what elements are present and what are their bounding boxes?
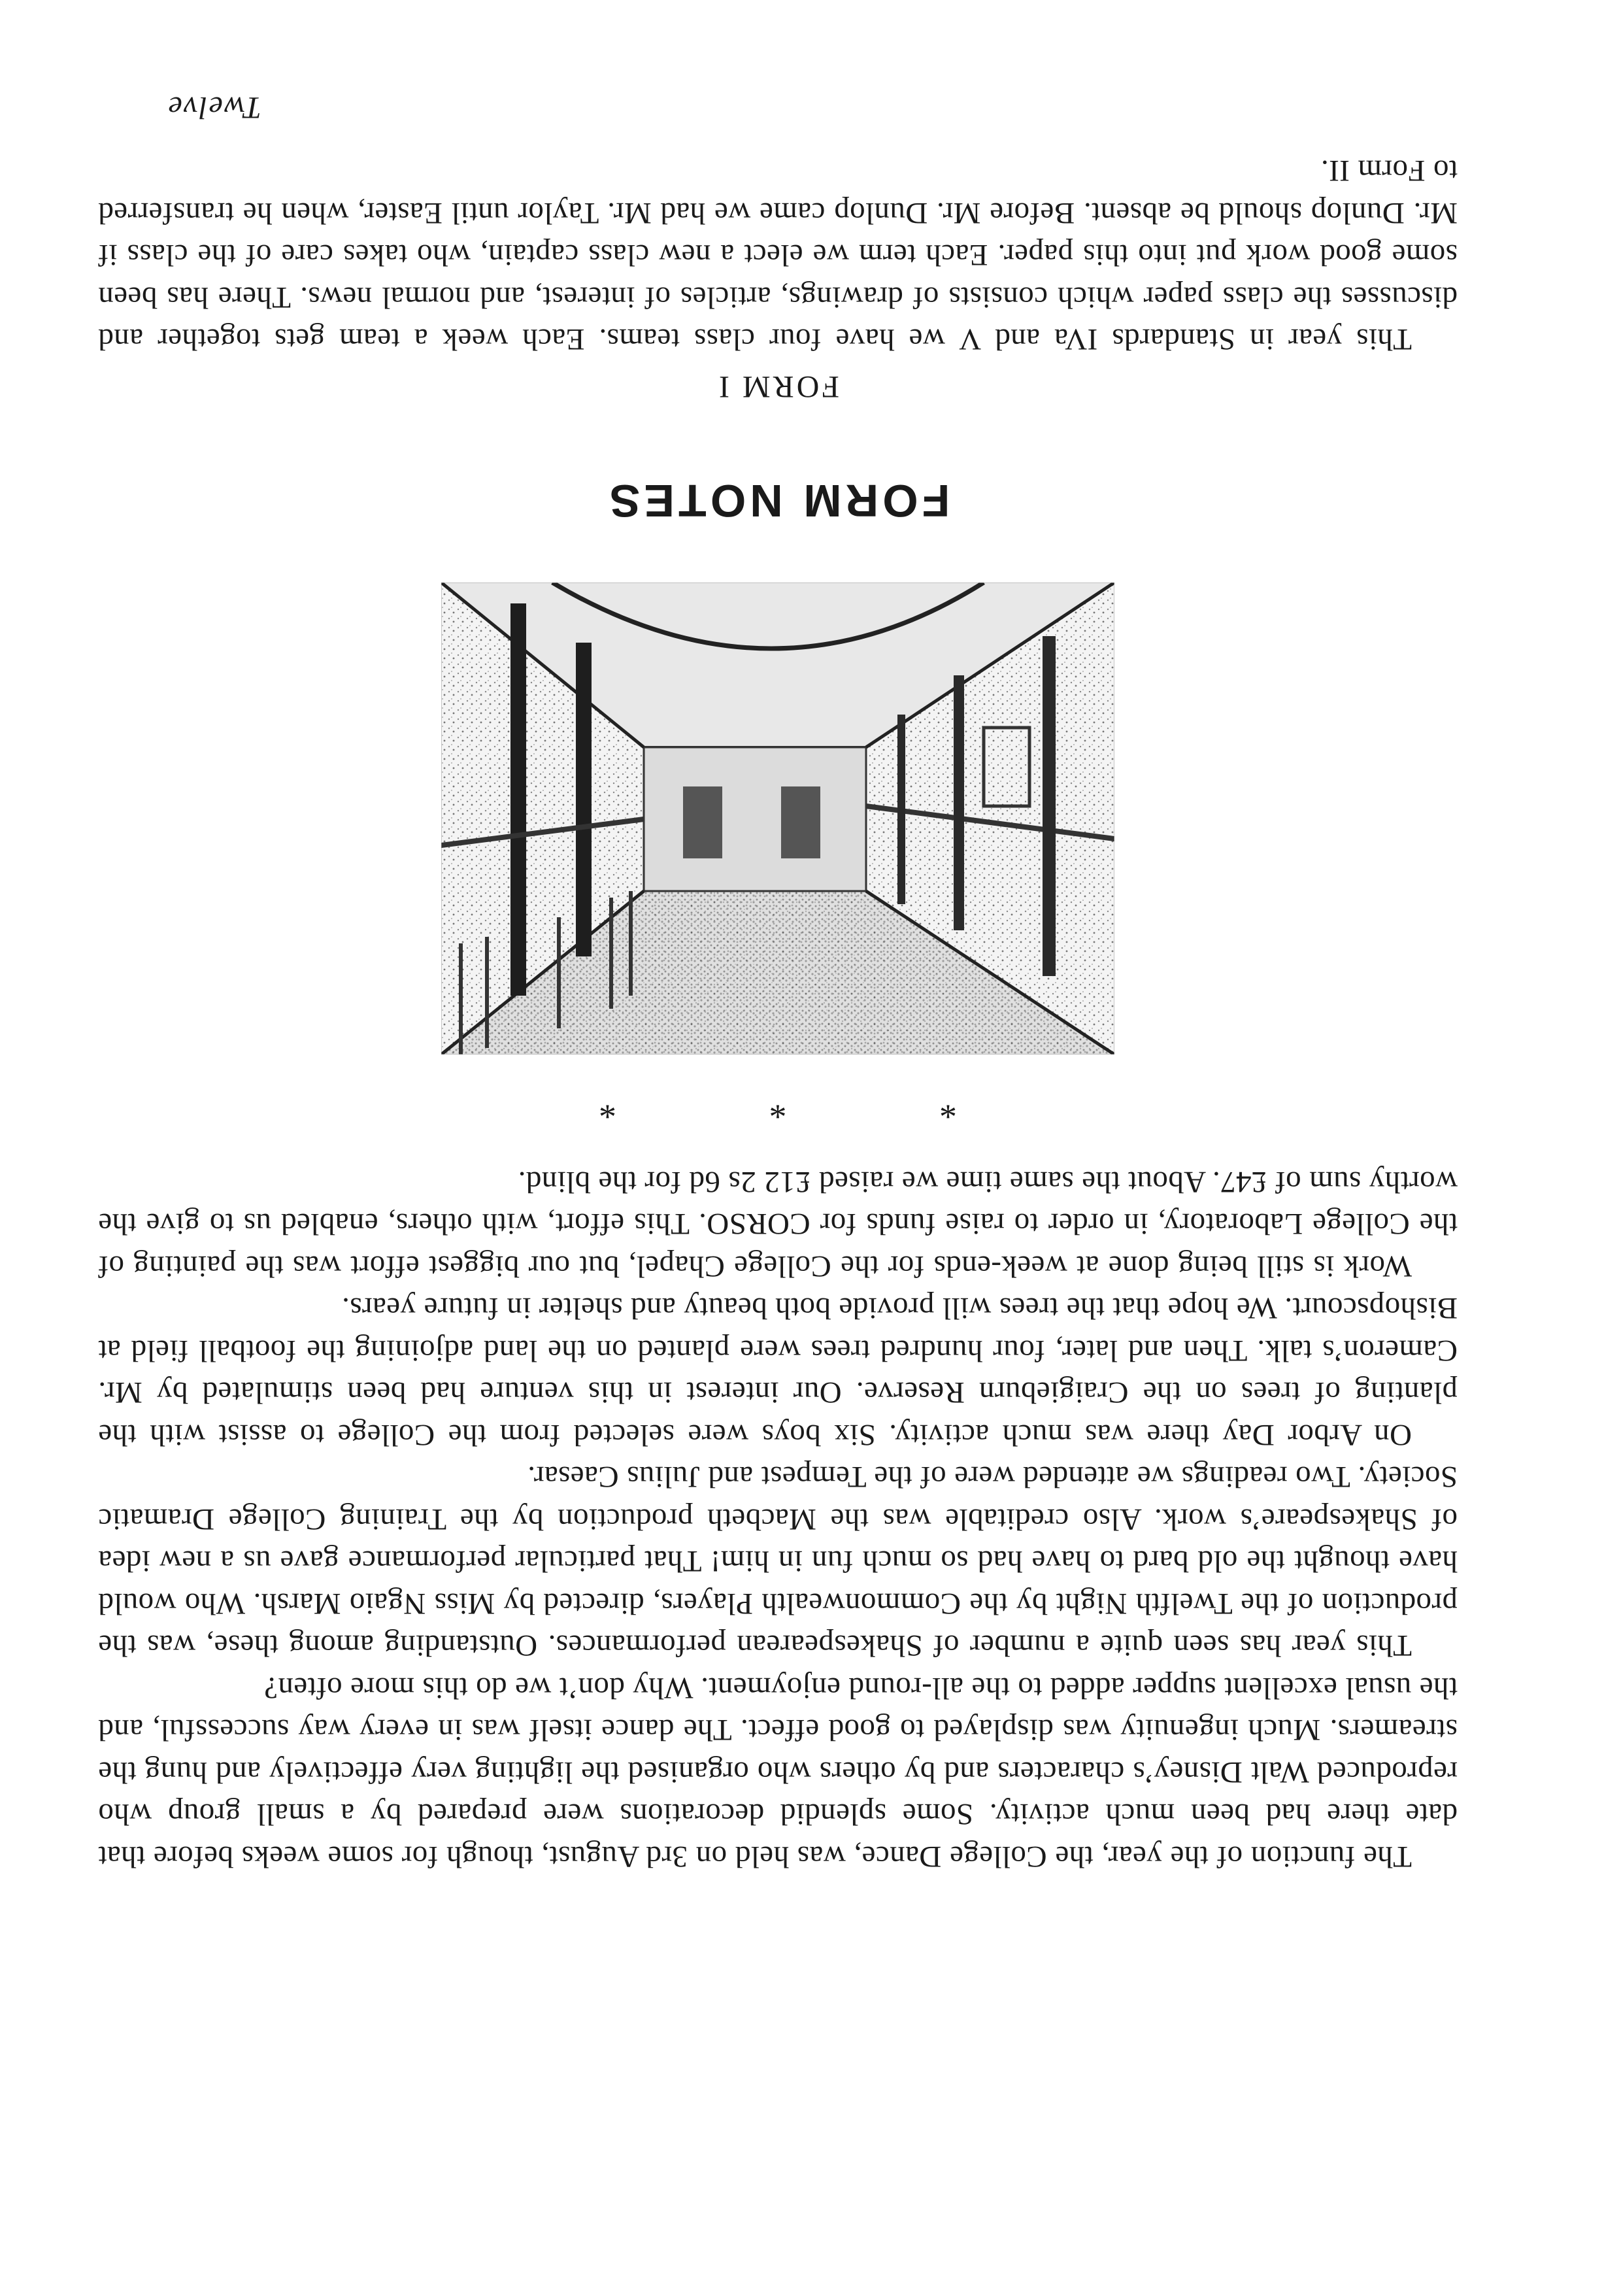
text-column: [98, 150, 1458, 1878]
section-title: FORM NOTES: [605, 475, 950, 527]
page-folio: Twelve: [167, 90, 261, 125]
paragraph-shakespeare-text: This year has seen quite a number of Shakespearean performances. Outstanding among these, was the production of the Twelfth Night by the Commonwealth Players, directed by Miss Ngaio Marsh. Who would have thought the old bard to have had so much fun in him! That particular performance gave us a new idea of Shakespeare’s work. Also creditable was the Macbeth production by the Training College Dramatic Society. Two readings we attended were of the Tempest and Julius Caesar.: [98, 1460, 1458, 1663]
paragraph-college-dance: The function of the year, the College Dance, was held on 3rd August, though for some weeks before that date there had been much activity. Some splendid decorations were prepared by a small group who reproduced Walt Disney’s characters and by others who organised the lighting very effectively and hung the streamers. Much ingenuity was displayed to good effect. The dance itself was in every way successful, and the usual excellent supper added to the all-round enjoyment. Why don’t we do this more often?: [98, 1671, 1458, 1874]
paragraph-arbor-day: On Arbor Day there was much activity. Six boys were selected from the College to assist with the planting of trees on the Craigieburn Reserve. Our interest in this venture had been stimulated by Mr. Cameron’s talk. Then and later, four hundred trees were planted on the land adjoining the football field at Bishopscourt. We hope that the trees will provide both beauty and shelter in future years.: [98, 1291, 1458, 1452]
corridor-illustration: [441, 583, 1114, 1055]
form-heading: FORM I: [716, 369, 840, 405]
paragraph-chapel-corso: Work is still being done at week-ends for the College Chapel, but our biggest effort was the painting of the College Laboratory, in order to raise funds for CORSO. This effort, with others, enabled us to give the worthy sum of £47. About the same time we raised £12 2s 6d for the blind.: [98, 1165, 1458, 1283]
section-separator: * * *: [527, 1087, 957, 1127]
paragraph-shakespeare: [98, 1456, 1458, 1667]
paragraph-form-one: This year in Standards IVa and V we have four class teams. Each week a team gets together and discusses the class paper which consists of drawings, articles of interest, and normal news. There has been some good work put into this paper. Each term we elect a new class captain, who takes care of the class if Mr. Dunlop should be absent. Before Mr. Dunlop came we had Mr. Taylor until Easter, when he transferred to Form II.: [98, 154, 1458, 357]
